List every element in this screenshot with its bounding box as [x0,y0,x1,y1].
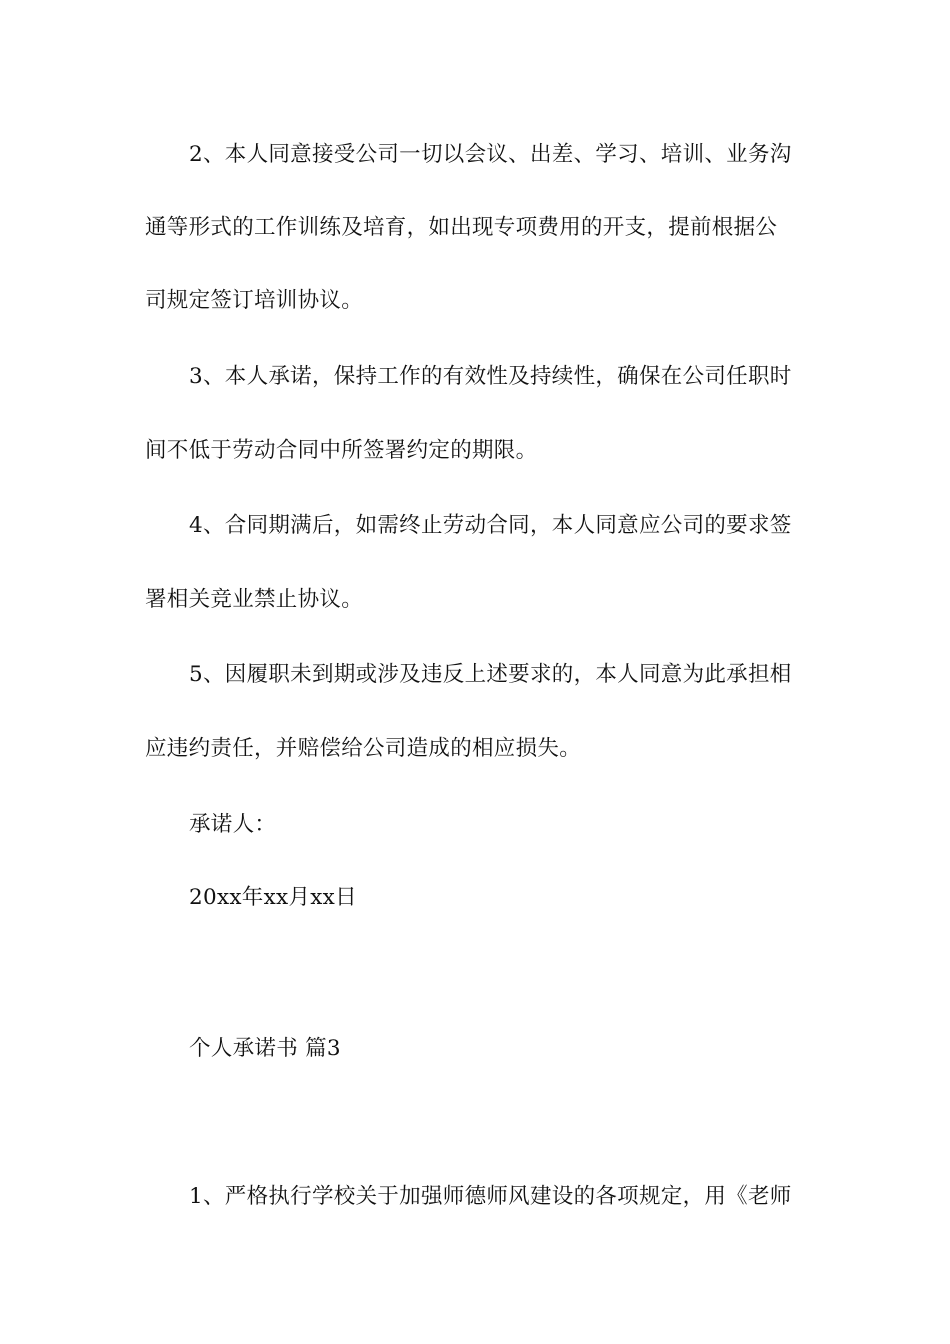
clause-2-line-3: 司规定签订培训协议。 [145,288,364,313]
clause-5-line-1: 5、因履职未到期或涉及违反上述要求的，本人同意为此承担相 [189,662,792,687]
clause-4-line-2: 署相关竞业禁止协议。 [145,587,364,612]
signature-label: 承诺人： [189,812,277,837]
next-clause-line-1: 1、严格执行学校关于加强师德师风建设的各项规定，用《老师 [189,1184,792,1209]
signature-date: 20xx年xx月xx日 [189,885,357,910]
clause-3-line-2: 间不低于劳动合同中所签署约定的期限。 [145,438,538,463]
clause-3-line-1: 3、本人承诺，保持工作的有效性及持续性，确保在公司任职时 [189,364,792,389]
clause-2-line-2: 通等形式的工作训练及培育，如出现专项费用的开支，提前根据公 [145,215,778,240]
clause-5-line-2: 应违约责任，并赔偿给公司造成的相应损失。 [145,736,582,761]
clause-2-line-1: 2、本人同意接受公司一切以会议、出差、学习、培训、业务沟 [189,142,792,167]
clause-4-line-1: 4、合同期满后，如需终止劳动合同，本人同意应公司的要求签 [189,513,792,538]
section-title: 个人承诺书 篇3 [189,1036,341,1061]
